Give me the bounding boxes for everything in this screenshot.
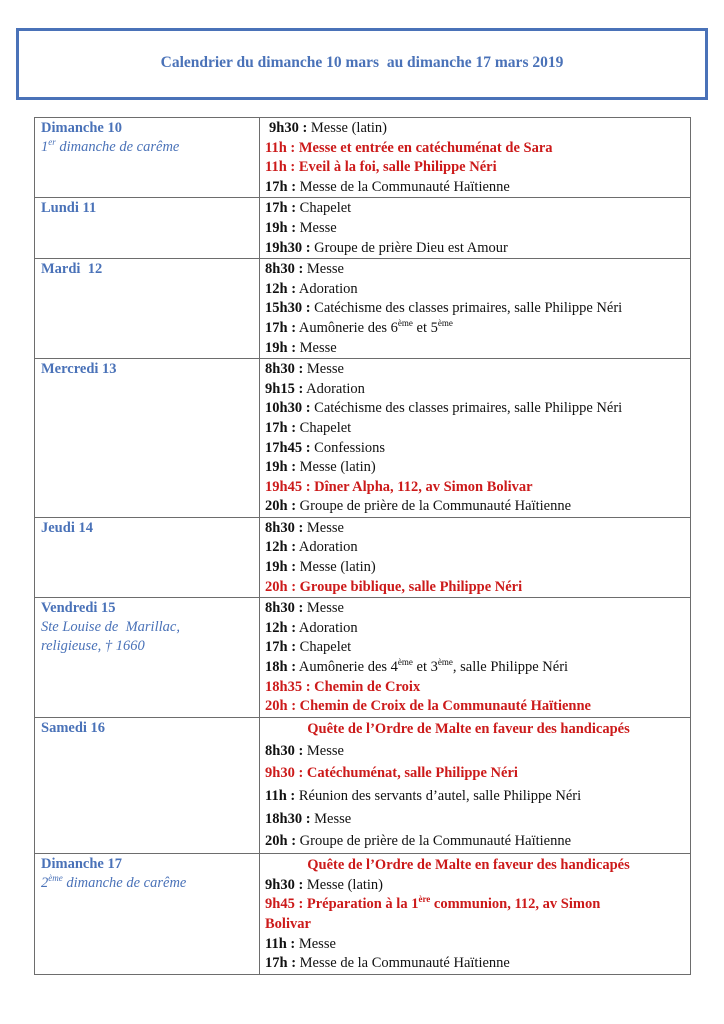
day-name: Dimanche 17 [41, 855, 122, 872]
event-time: 8h30 : [265, 600, 304, 617]
event-time: 11h : [265, 935, 296, 952]
event-line [265, 658, 690, 678]
event-line [265, 419, 690, 439]
event-text: Confessions [310, 439, 386, 456]
event-text: Chapelet [296, 200, 352, 217]
liturgical-note [41, 874, 259, 893]
events-cell [260, 717, 691, 853]
event-text: 9h45 : Préparation à la 1 [265, 896, 419, 913]
event-line [265, 119, 690, 139]
events-cell [260, 517, 691, 597]
event-line [265, 339, 690, 359]
event-time: 19h : [265, 559, 297, 576]
event-time: 17h : [265, 639, 297, 656]
event-text: Catéchisme des classes primaires, salle Philippe Néri [310, 400, 623, 417]
event-line [265, 199, 690, 219]
event-line [265, 319, 690, 339]
event-time: 19h : [265, 219, 297, 236]
event-text: Messe [303, 261, 344, 278]
superscript: ème [397, 318, 413, 329]
collection-notice: Quête de l’Ordre de Malte en faveur des handicapés [307, 856, 630, 873]
event-line-highlight [265, 895, 690, 915]
superscript: ème [397, 657, 413, 668]
event-text: Messe [310, 810, 352, 827]
event-text: Messe [303, 600, 344, 617]
events-cell [260, 359, 691, 518]
event-text: et 3 [412, 659, 438, 676]
event-line-highlight: 20h : Groupe biblique, salle Philippe Néri [265, 578, 523, 595]
event-line-highlight: 11h : Eveil à la foi, salle Philippe Néri [265, 159, 497, 176]
event-line [265, 935, 690, 955]
events-cell [260, 598, 691, 718]
superscript: ème [437, 657, 453, 668]
sub-superscript: ème [48, 872, 63, 883]
day-cell [35, 853, 260, 974]
table-row [35, 853, 691, 974]
event-text: Messe de la Communauté Haïtienne [296, 955, 510, 972]
calendar-table [34, 117, 691, 975]
event-time: 12h : [265, 619, 297, 636]
day-cell [35, 517, 260, 597]
event-line [265, 178, 690, 198]
day-name: Lundi 11 [41, 200, 97, 217]
event-time: 17h45 : [265, 439, 311, 456]
table-row [35, 717, 691, 853]
day-name: Jeudi 14 [41, 519, 93, 536]
event-time: 18h : [265, 659, 297, 676]
event-text: Messe [296, 339, 337, 356]
saint-detail: religieuse, † 1660 [41, 638, 145, 655]
event-text: Messe [303, 742, 344, 759]
event-line [265, 558, 690, 578]
event-text: Messe (latin) [296, 559, 376, 576]
event-time: 12h : [265, 539, 297, 556]
event-time: 20h : [265, 833, 297, 850]
events-cell [260, 198, 691, 259]
day-name: Vendredi 15 [41, 600, 116, 617]
day-cell [35, 598, 260, 718]
event-line [265, 219, 690, 239]
event-text: Réunion des servants d’autel, salle Philippe Néri [295, 788, 582, 804]
event-line-highlight: 18h35 : Chemin de Croix [265, 678, 421, 695]
event-time: 17h : [265, 200, 297, 217]
event-time: 9h30 : [269, 120, 308, 136]
sub-superscript: er [48, 137, 56, 148]
page-title: Calendrier du dimanche 10 mars au dimanche 17 mars 2019 [160, 54, 564, 71]
event-line [265, 808, 690, 831]
event-line [265, 260, 690, 280]
event-line-highlight-continued: Bolivar [265, 916, 311, 932]
event-line [265, 519, 690, 539]
day-cell [35, 359, 260, 518]
table-row [35, 198, 691, 259]
day-name: Mardi 12 [41, 261, 103, 278]
event-text: Adoration [296, 280, 358, 297]
event-line [265, 954, 690, 974]
event-text: , salle Philippe Néri [452, 659, 569, 676]
event-time: 11h : [265, 788, 296, 804]
table-row [35, 517, 691, 597]
event-time: 17h : [265, 319, 297, 336]
event-line-highlight: 9h30 : Catéchuménat, salle Philippe Néri [265, 765, 518, 782]
event-line-highlight: 11h : Messe et entrée en catéchuménat de Sara [265, 139, 553, 156]
event-line [265, 638, 690, 658]
event-text: Messe [303, 361, 344, 378]
event-text: Messe [296, 219, 337, 236]
event-line [265, 785, 690, 808]
events-cell [260, 259, 691, 359]
event-time: 17h : [265, 955, 297, 972]
table-row [35, 598, 691, 718]
event-line [265, 239, 690, 259]
events-cell [260, 118, 691, 198]
table-row [35, 359, 691, 518]
event-text: Groupe de prière Dieu est Amour [310, 239, 508, 256]
event-text: Messe (latin) [296, 459, 376, 476]
event-text: communion, 112, av Simon [430, 896, 601, 913]
day-cell [35, 198, 260, 259]
event-time: 17h : [265, 419, 297, 436]
event-line [265, 399, 690, 419]
events-cell [260, 853, 691, 974]
event-line [265, 280, 690, 300]
event-time: 8h30 : [265, 261, 304, 278]
event-line-highlight: 19h45 : Dîner Alpha, 112, av Simon Bolivar [265, 478, 533, 495]
event-line [265, 439, 690, 459]
event-line-highlight: 20h : Chemin de Croix de la Communauté Haïtienne [265, 698, 591, 715]
event-time: 20h : [265, 498, 297, 515]
saint-name: Ste Louise de Marillac, [41, 619, 180, 636]
sub-text: dimanche de carême [62, 874, 187, 891]
event-time: 18h30 : [265, 810, 311, 827]
event-text: et 5 [412, 319, 438, 336]
table-row [35, 118, 691, 198]
event-text: Messe de la Communauté Haïtienne [296, 178, 510, 195]
sub-number: 1 [41, 139, 49, 155]
event-time: 9h30 : [265, 876, 304, 893]
event-text: Groupe de prière de la Communauté Haïtienne [296, 498, 572, 515]
event-text: Adoration [303, 380, 365, 397]
table-row [35, 259, 691, 359]
event-text: Adoration [296, 619, 358, 636]
liturgical-note [41, 138, 259, 157]
day-name: Samedi 16 [41, 719, 106, 736]
day-name: Mercredi 13 [41, 361, 117, 378]
collection-notice: Quête de l’Ordre de Malte en faveur des handicapés [307, 720, 630, 737]
header-box [16, 28, 708, 100]
event-line [265, 458, 690, 478]
event-text: Messe (latin) [307, 120, 388, 136]
superscript: ère [418, 894, 431, 905]
event-line [265, 876, 690, 896]
event-text: Aumônerie des 4 [296, 659, 398, 676]
event-line [265, 497, 690, 517]
event-time: 17h : [265, 178, 297, 195]
event-line [265, 538, 690, 558]
event-text: Adoration [296, 539, 358, 556]
sub-number: 2 [41, 874, 49, 891]
event-time: 12h : [265, 280, 297, 297]
event-text: Catéchisme des classes primaires, salle Philippe Néri [310, 300, 623, 317]
event-time: 19h : [265, 459, 297, 476]
event-time: 8h30 : [265, 742, 304, 759]
event-text: Messe (latin) [303, 876, 384, 893]
event-line [265, 380, 690, 400]
event-time: 19h30 : [265, 239, 311, 256]
event-line [265, 360, 690, 380]
event-line [265, 599, 690, 619]
event-time: 10h30 : [265, 400, 311, 417]
day-name: Dimanche 10 [41, 120, 122, 136]
event-line [265, 830, 690, 853]
sub-text: dimanche de carême [55, 139, 180, 155]
event-text: Messe [303, 519, 344, 536]
event-line [265, 619, 690, 639]
event-line [265, 740, 690, 763]
event-time: 9h15 : [265, 380, 304, 397]
event-text: Groupe de prière de la Communauté Haïtienne [296, 833, 572, 850]
event-time: 15h30 : [265, 300, 311, 317]
event-text: Aumônerie des 6 [296, 319, 398, 336]
event-time: 8h30 : [265, 519, 304, 536]
superscript: ème [437, 318, 453, 329]
event-time: 19h : [265, 339, 297, 356]
day-cell [35, 717, 260, 853]
event-text: Chapelet [296, 639, 352, 656]
event-line [265, 299, 690, 319]
event-time: 8h30 : [265, 361, 304, 378]
event-text: Chapelet [296, 419, 352, 436]
day-cell [35, 118, 260, 198]
day-cell [35, 259, 260, 359]
event-text: Messe [295, 935, 336, 952]
